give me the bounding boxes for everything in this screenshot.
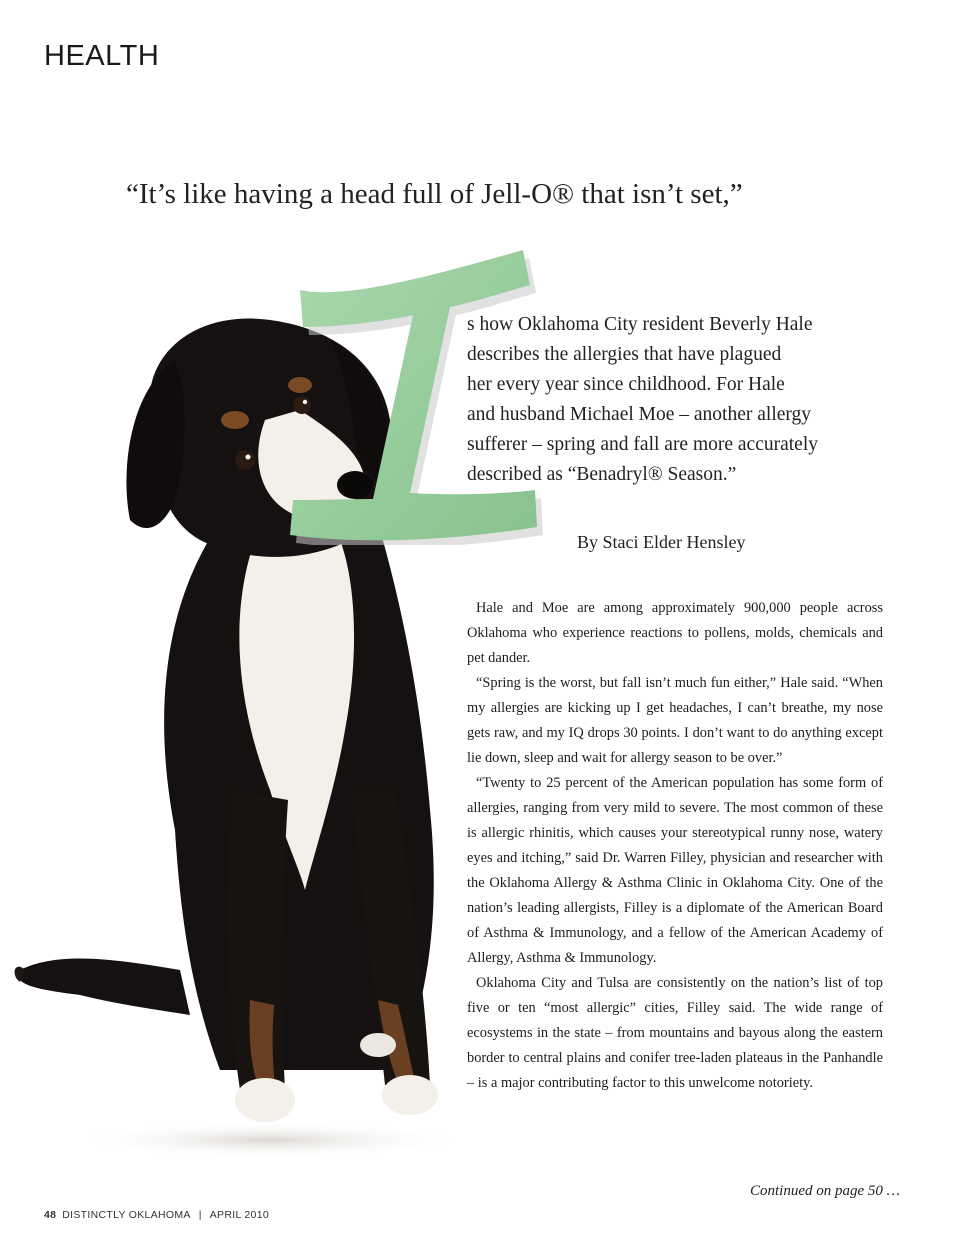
issue-date: APRIL 2010 <box>209 1209 269 1221</box>
lead-line: her every year since childhood. For Hale <box>467 374 785 395</box>
lead-line: s how Oklahoma City resident Beverly Hale <box>467 314 813 335</box>
footer-separator: | <box>198 1209 202 1221</box>
page-footer <box>44 1209 269 1221</box>
section-label: HEALTH <box>44 40 160 72</box>
lead-line: described as “Benadryl® Season.” <box>467 464 737 485</box>
lead-line: and husband Michael Moe – another allergy <box>467 404 812 425</box>
lead-paragraph <box>467 310 887 490</box>
body-paragraph: “Twenty to 25 percent of the American population has some form of allergies, ranging from very mild to severe. The most common of these is allergic rhinitis, which causes your stereotypical runny nose, watery eyes and itching,” said Dr. Warren Filley, physician and researcher with the Oklahoma Allergy & Asthma Clinic in Oklahoma City. One of the nation’s leading allergists, Filley is a diplomate of the American Board of Asthma & Immunology, and a fellow of the American Academy of Allergy, Asthma & Immunology. <box>467 775 883 966</box>
lead-line: describes the allergies that have plagued <box>467 344 782 365</box>
pull-quote: “It’s like having a head full of Jell-O® that isn’t set,” <box>126 178 743 210</box>
body-paragraph: “Spring is the worst, but fall isn’t much fun either,” Hale said. “When my allergies are kicking up I get headaches, I can’t breathe, my nose gets raw, and my IQ drops 30 points. I don’t want to do anything except lie down, sleep and wait for allergy season to be over.” <box>467 675 883 766</box>
continued-note: Continued on page 50 … <box>750 1183 900 1199</box>
lead-line: sufferer – spring and fall are more accurately <box>467 434 819 455</box>
body-paragraph: Hale and Moe are among approximately 900,000 people across Oklahoma who experience reactions to pollens, molds, chemicals and pet dander. <box>467 600 883 666</box>
byline: By Staci Elder Hensley <box>577 532 746 552</box>
page-number: 48 <box>44 1209 57 1221</box>
article-body <box>467 596 883 1096</box>
body-paragraph: Oklahoma City and Tulsa are consistently on the nation’s list of top five or ten “most allergic” cities, Filley said. The wide range of ecosystems in the state – from mountains and bayous along the eastern border to central plains and conifer tree-laden plateaus in the Panhandle – is a major contributing factor to this unwelcome notoriety. <box>467 975 883 1091</box>
magazine-name: DISTINCTLY OKLAHOMA <box>62 1209 191 1221</box>
